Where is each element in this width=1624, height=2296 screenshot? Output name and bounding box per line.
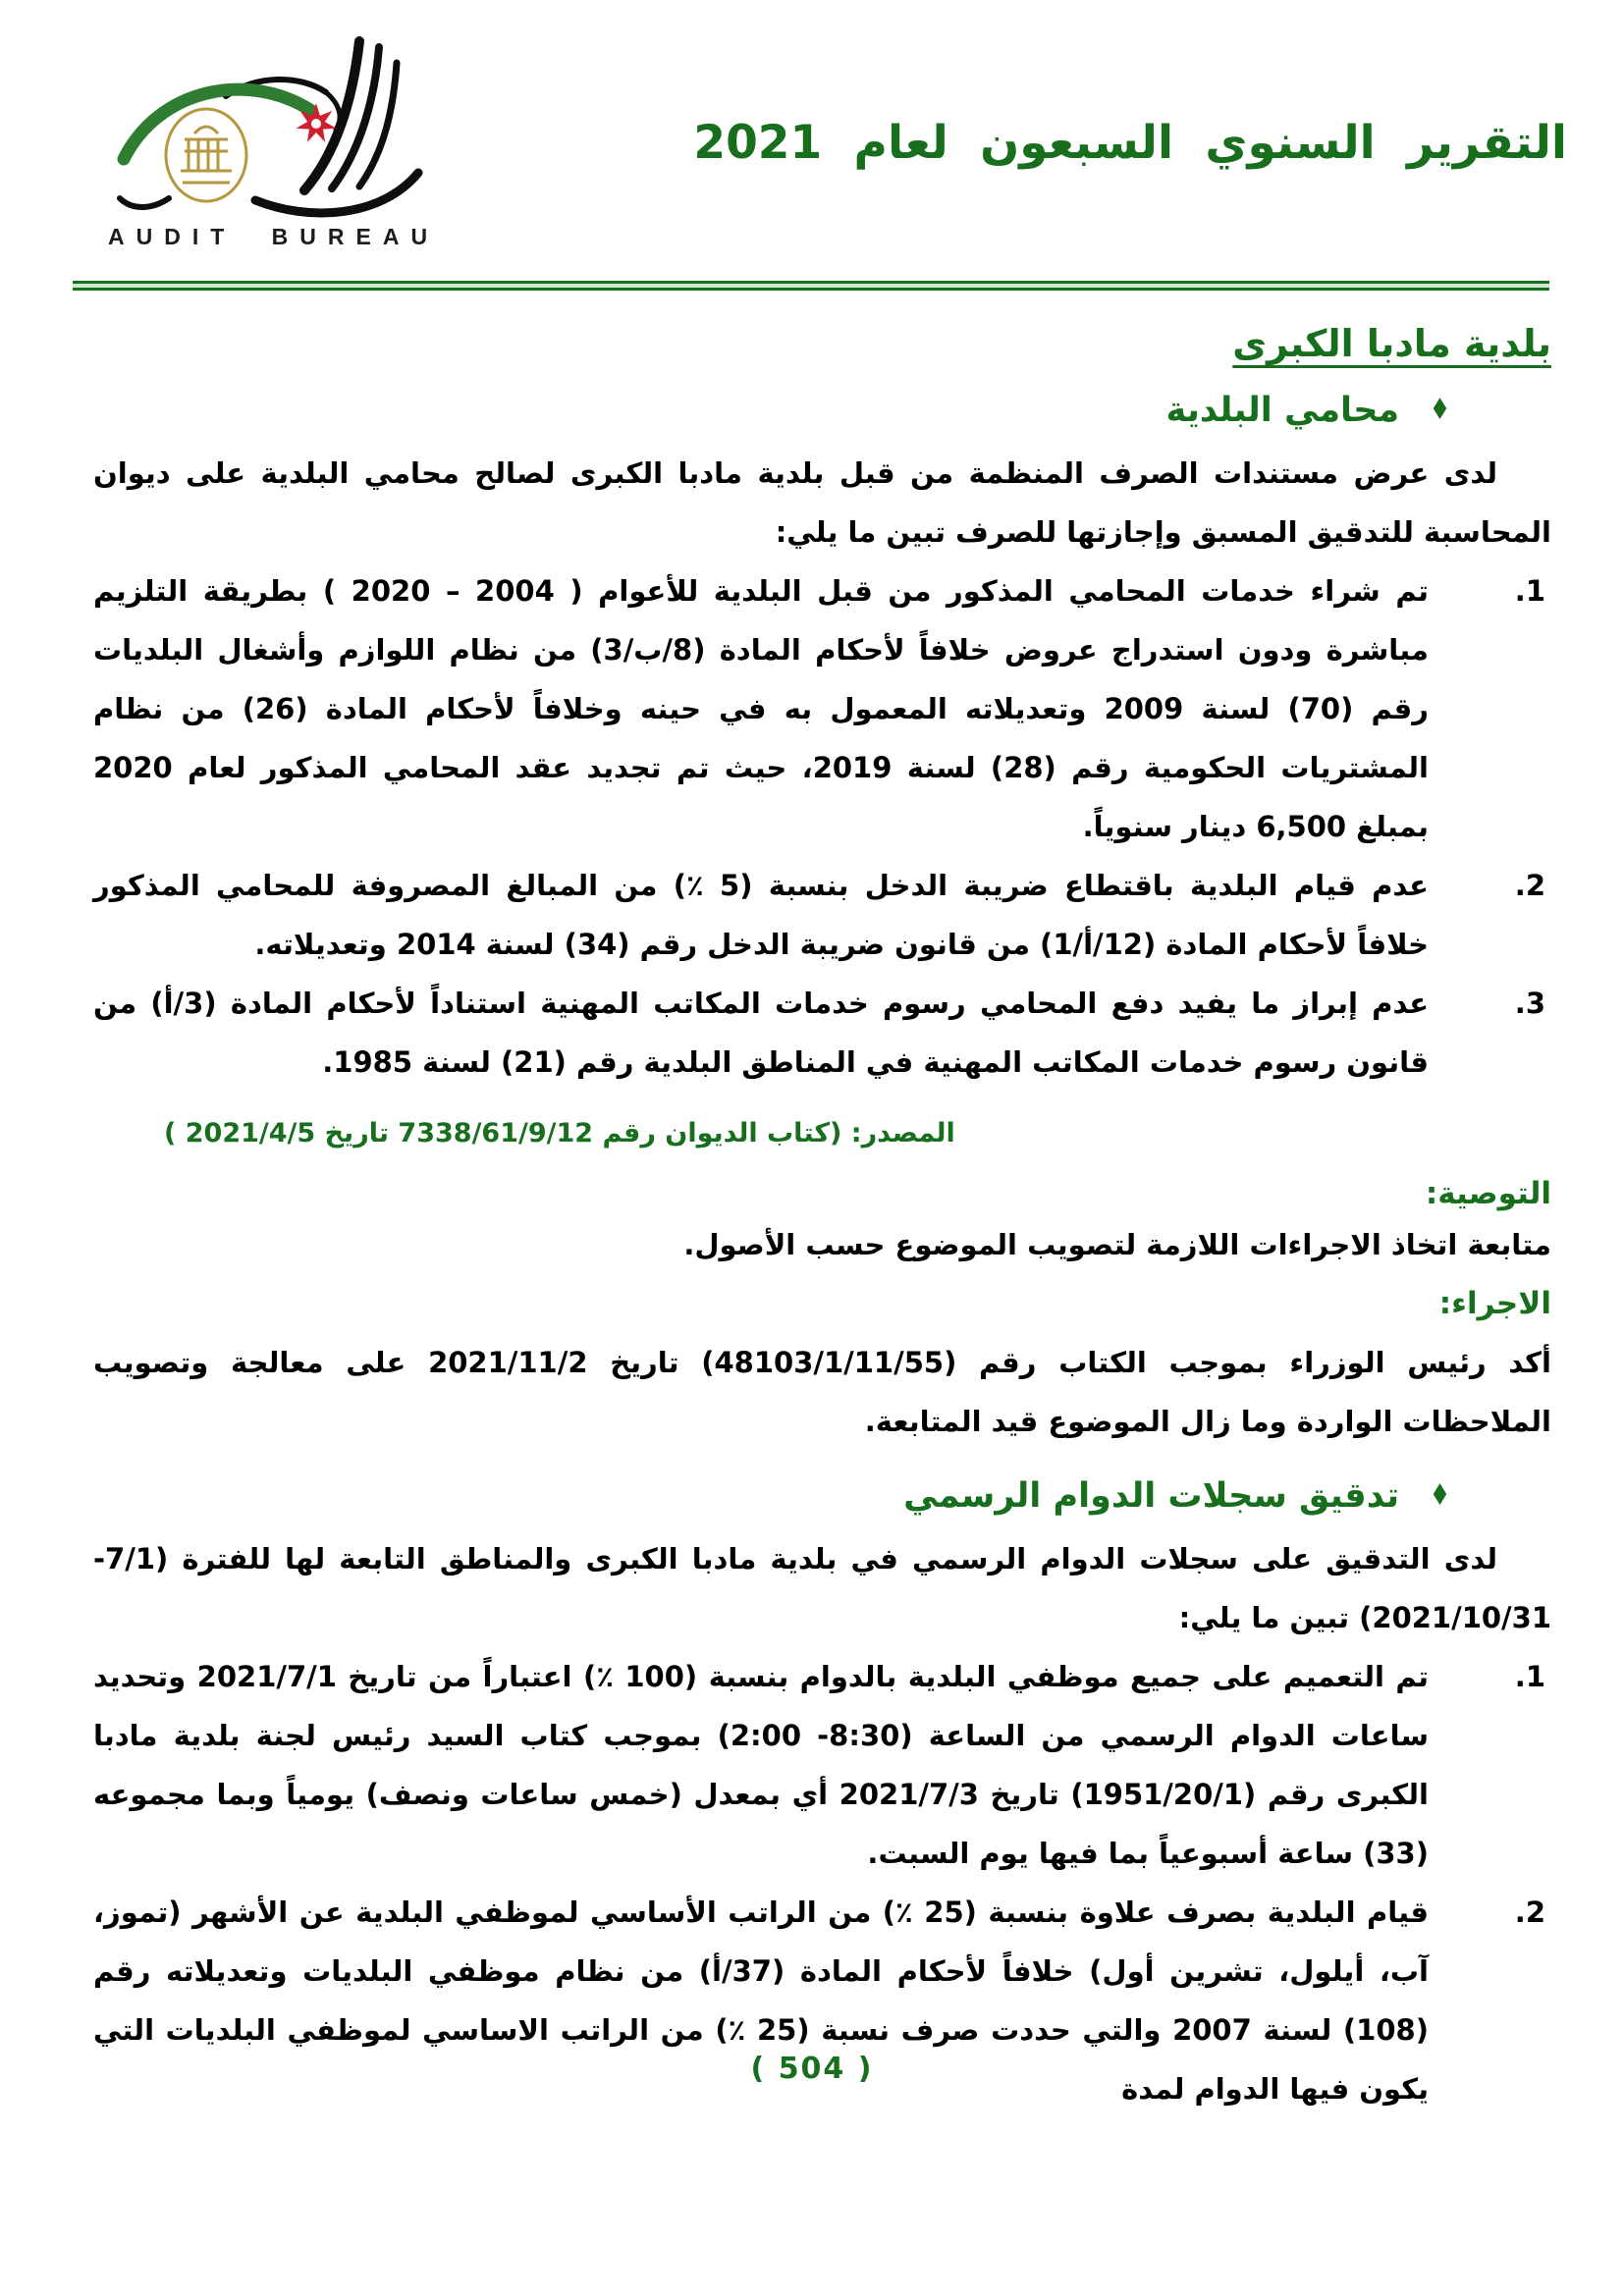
section-intro: لدى عرض مستندات الصرف المنظمة من قبل بلدية مادبا الكبرى لصالح محامي البلدية على ديوان المحاسبة للتدقيق المسبق وإجازتها للصرف تبين ما يلي: [93, 456, 1551, 549]
page-number: ( 504 ) [750, 2052, 874, 2086]
diamond-bullet-icon: ♦ [1429, 1478, 1451, 1513]
item-text: عدم إبراز ما يفيد دفع المحامي رسوم خدمات المكاتب المهنية استناداً لأحكام المادة (3/أ) من قانون رسوم خدمات المكاتب المهنية في المناطق البلدية رقم (21) لسنة 1985. [93, 987, 1430, 1079]
logo-caption: AUDIT BUREAU [108, 224, 440, 249]
finding-item [93, 856, 1551, 974]
findings-list [93, 561, 1551, 1092]
finding-item [93, 561, 1551, 856]
audit-bureau-logo [108, 35, 440, 250]
section-heading-text: تدقيق سجلات الدوام الرسمي [903, 1476, 1400, 1516]
audit-bureau-logo-calligraphy [108, 35, 432, 222]
findings-list [93, 1647, 1551, 2118]
diamond-bullet-icon: ♦ [1429, 393, 1451, 427]
calligraphy-strokes [120, 41, 418, 213]
recommendation-label: التوصية: [1425, 1176, 1551, 1211]
section-heading-text: محامي البلدية [1165, 391, 1400, 430]
action-text: أكد رئيس الوزراء بموجب الكتاب رقم (48103/1/11/55) تاريخ 2021/11/2 على معالجة وتصويب الملاحظات الواردة وما زال الموضوع قيد المتابعة. [93, 1346, 1551, 1438]
recommendation-text: متابعة اتخاذ الاجراءات اللازمة لتصويب الموضوع حسب الأصول. [683, 1228, 1551, 1261]
page-header [0, 0, 1624, 291]
item-text: تم التعميم على جميع موظفي البلدية بالدوام بنسبة (100 ٪) اعتباراً من تاريخ 2021/7/1 وتحديد ساعات الدوام الرسمي من الساعة (8:30- 2:00) بموجب كتاب السيد رئيس لجنة بلدية مادبا الكبرى رقم (1951/20/1) تاريخ 2021/7/3 أي بمعدل (خمس ساعات ونصف) يومياً وبما مجموعه (33) ساعة أسبوعياً بما فيها يوم السبت. [93, 1660, 1430, 1870]
page-title: بلدية مادبا الكبرى [1232, 322, 1551, 365]
item-text: عدم قيام البلدية باقتطاع ضريبة الدخل بنسبة (5 ٪) من المبالغ المصروفة للمحامي المذكور خلافاً لأحكام المادة (12/أ/1) من قانون ضريبة الدخل رقم (34) لسنة 2014 وتعديلاته. [93, 869, 1429, 961]
action-label: الاجراء: [1438, 1286, 1551, 1321]
section-intro: لدى التدقيق على سجلات الدوام الرسمي في بلدية مادبا الكبرى والمناطق التابعة لها للفترة (7/1- 2021/10/31) تبين ما يلي: [93, 1542, 1551, 1634]
item-number: 3. [1514, 987, 1545, 1020]
header-divider [73, 281, 1549, 291]
item-number: 2. [1514, 869, 1545, 902]
logo-gold-emblem [166, 109, 246, 201]
item-number: 2. [1514, 1896, 1545, 1929]
item-number: 1. [1514, 1660, 1545, 1693]
page-content [93, 294, 1551, 2118]
item-number: 1. [1514, 574, 1545, 608]
report-title: التقرير السنوي السبعون لعام 2021 [693, 116, 1567, 170]
section-heading-lawyer [93, 383, 1551, 438]
item-text: تم شراء خدمات المحامي المذكور من قبل البلدية للأعوام ( 2004 – 2020 ) بطريقة التلزيم مباشرة ودون استدراج عروض خلافاً لأحكام المادة (8/ب/3) من نظام اللوازم وأشغال البلديات رقم (70) لسنة 2009 وتعديلاته المعمول به في حينه وخلافاً لأحكام المادة (26) من نظام المشتريات الحكومية رقم (28) لسنة 2019، حيث تم تجديد عقد المحامي المذكور لعام 2020 بمبلغ 6,500 دينار سنوياً. [93, 574, 1429, 843]
finding-item [93, 974, 1551, 1092]
finding-item [93, 1647, 1551, 1883]
source-line: المصدر: (كتاب الديوان رقم 7338/61/9/12 تاريخ 2021/4/5 ) [164, 1118, 955, 1148]
item-text: قيام البلدية بصرف علاوة بنسبة (25 ٪) من الراتب الأساسي لموظفي البلدية عن الأشهر (تموز، آب، أيلول، تشرين أول) خلافاً لأحكام المادة (37/أ) من نظام موظفي البلديات وتعديلاته رقم (108) لسنة 2007 والتي حددت صرف نسبة (25 ٪) من الراتب الاساسي لموظفي البلديات التي يكون فيها الدوام لمدة [93, 1896, 1429, 2106]
section-heading-attendance [93, 1468, 1551, 1523]
